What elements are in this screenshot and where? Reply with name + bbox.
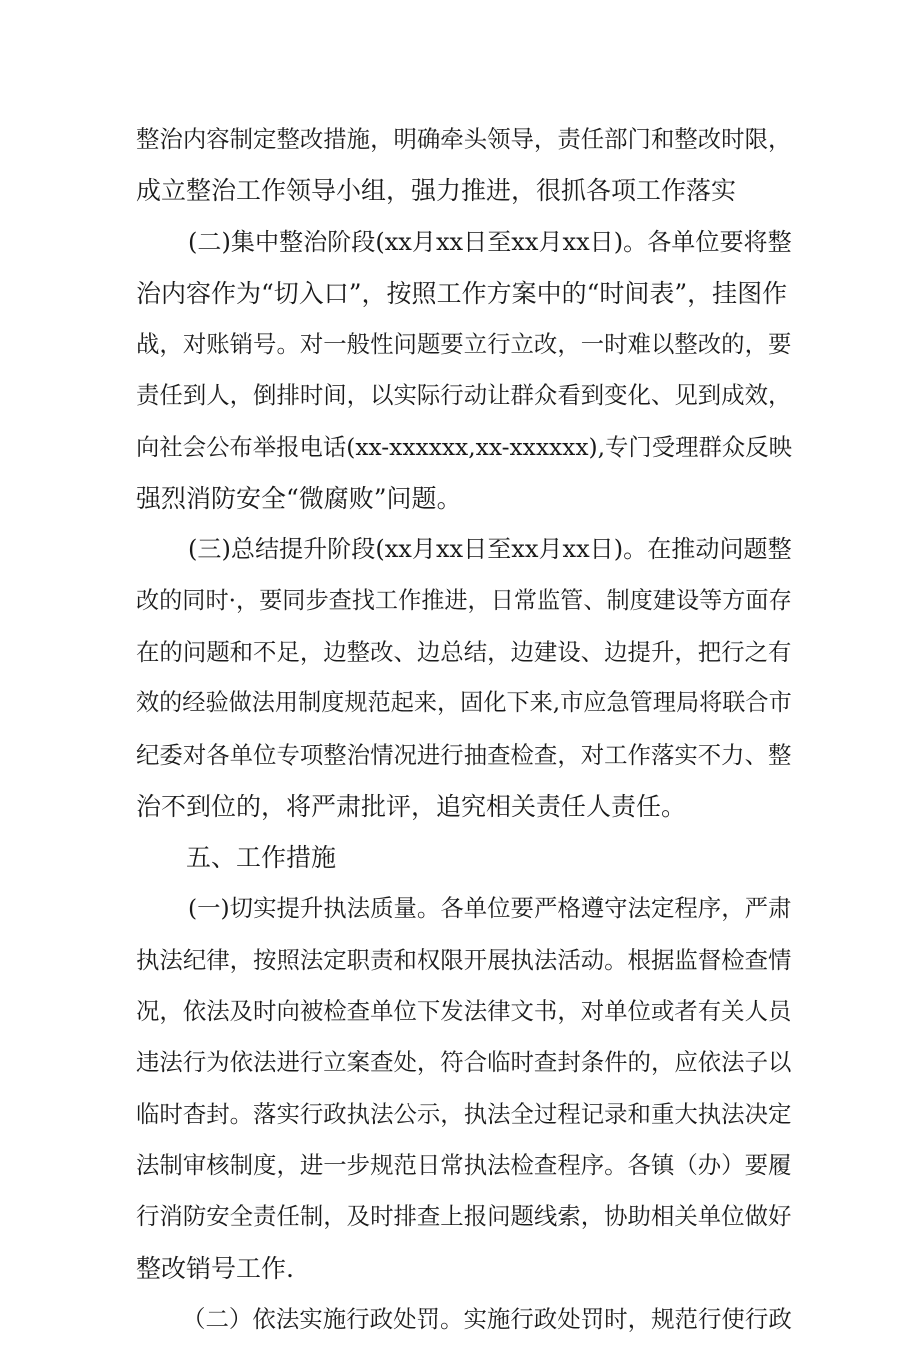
text-line: 责任到人，倒排时间，以实际行动让群众看到变化、见到成效， <box>136 381 792 410</box>
text-line: 违法行为依法进行立案查处，符合临时查封条件的，应依法子以 <box>136 1048 792 1077</box>
paragraph-start: (三)总结提升阶段(xx月xx日至xx月xx日)。在推动问题整 <box>188 535 792 564</box>
text-line: 战，对账销号。对一般性问题要立行立改，一时难以整改的，要 <box>136 330 792 359</box>
text-line: 纪委对各单位专项整治情况进行抽查检查，对工作落实不力、整 <box>136 740 792 769</box>
text-line: 整治内容制定整改措施，明确牵头领导，责任部门和整改时限， <box>136 125 792 153</box>
text-line: 向社会公布举报电话(xx-xxxxxx,xx-xxxxxx),专门受理群众反映 <box>136 432 792 461</box>
text-line: 治不到位的，将严肃批评，追究相关责任人责任。 <box>136 791 687 821</box>
text-line: 行消防安全责任制，及时排查上报问题线索，协助相关单位做好 <box>136 1202 792 1231</box>
text-line: 法制审核制度，进一步规范日常执法检查程序。各镇（办）要履 <box>136 1150 792 1179</box>
text-line: 在的问题和不足，边整改、边总结，边建设、边提升，把行之有 <box>136 637 792 666</box>
paragraph-start: (一)切实提升执法质量。各单位要严格遵守法定程序，严肃 <box>188 894 792 923</box>
text-line: 执法纪律，按照法定职责和权限开展执法活动。根据监督检查情 <box>136 945 792 974</box>
text-line: 治内容作为“切入口”，按照工作方案中的“时间表”，挂图作 <box>136 278 788 308</box>
text-line: 况，依法及时向被检查单位下发法律文书，对单位或者有关人员 <box>136 997 792 1026</box>
text-line: 临时杳封。落实行政执法公示，执法全过程记录和重大执法决定 <box>136 1099 792 1128</box>
paragraph-start: (二)集中整治阶段(xx月xx日至xx月xx日)。各单位要将整 <box>188 227 792 256</box>
text-line: 改的同时·，要同步查找工作推进，日常监管、制度建设等方面存 <box>136 587 792 614</box>
section-heading: 五、工作措施 <box>186 843 337 873</box>
text-line: 整改销号工作. <box>136 1253 294 1283</box>
text-line: 成立整治工作领导小组，强力推进，很抓各项工作落实 <box>136 176 737 206</box>
text-line: 效的经验做法用制度规范起来，固化下来,市应急管理局将联合市 <box>136 690 792 717</box>
text-line: 强烈消防安全“微腐败”问题。 <box>136 484 462 514</box>
paragraph-start: （二）依法实施行政处罚。实施行政处罚时，规范行使行政 <box>182 1304 792 1333</box>
body-text <box>136 114 792 1345</box>
